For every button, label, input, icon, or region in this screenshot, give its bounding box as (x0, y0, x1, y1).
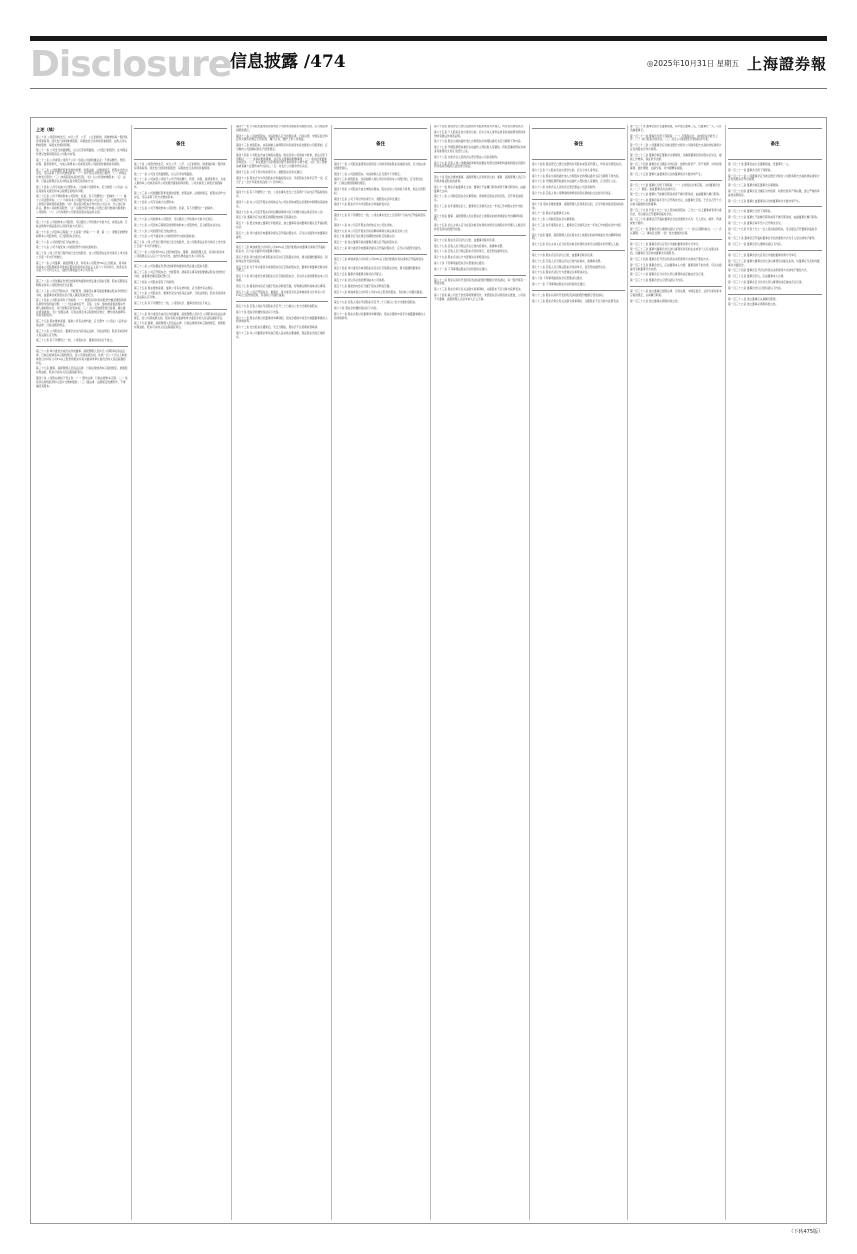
article-clause: 第五十八条 单独或者合计持有公司1%以上股份的股东，有权向公司提出提案。 (334, 290, 425, 294)
article-clause: 第五十一条 经全体独立董事过半数同意，独立董事有权向董事会提议召开临时股东会。 (236, 222, 328, 229)
column-divider (131, 125, 132, 1220)
row-separator (134, 261, 227, 262)
article-clause: 第二十条 公司股份的发行，实行公开、公平、公正的原则，同类别的每一股份具有同等权利。同次发行的同类别股份，每股的发行条件和价格相同。 (134, 163, 226, 170)
row-separator (134, 214, 227, 215)
article-clause: 第一百二十五条 董事长由董事会以全体董事的过半数选举产生。 (728, 199, 802, 203)
article-clause: 第六十四条 股权登记日登记在册的所有股东或者其代理人，均有权出席股东会。 (532, 163, 624, 166)
article-clause: 第三十三条 公司召开股东会、分配股利、清算及从事其他需要确认股东身份的行为时，由董事会确定股权登记日。 (134, 271, 226, 278)
article-clause: 第六十四条 股权登记日登记在册的所有股东或者其代理人，均有权出席股东会。 (434, 125, 526, 128)
article-clause: 第五十四条 审计委员会或者股东决定自行召集股东会的，须书面通知董事会。 (334, 267, 424, 271)
article-clause: 第一百二十九条 代表十分之一以上表决权的股东、三分之一以上董事或者审计委员会，可以提议召开董事会临时会议。 (630, 208, 722, 216)
article-clause: 第四十二条 公司控股股东、实际控制人应当依照法律、行政法规、中国证监会和证券交易所的规定行使权利、履行义务，维护上市公司利益。 (236, 134, 328, 142)
section-title: 信息披露 /474 (230, 52, 346, 72)
article-clause: 第五十二条 审计委员会向董事会提议召开临时股东会，应当以书面形式向董事会提出。 (236, 231, 328, 239)
article-clause: 第八十二条 股东以其所代表的有表决权的股份数额行使表决权，每一股份享有一票表决权。 (434, 278, 526, 286)
article-clause: 第六十六条 股东出具的委托他人出席股东会的授权委托书应当载明下列内容。 (532, 174, 622, 178)
article-clause: 第七十九条 股东会决议分为普通决议和特别决议。 (434, 256, 492, 260)
article-clause: 第四十一条 公司股东滥用股东权利给公司或者其他股东造成损失的，应当依法承担赔偿责任。 (236, 125, 328, 132)
article-clause: 第二十八条 公司的股份应当依法转让。 (36, 240, 81, 244)
article-clause: 第三十一条 公司持有5%以上股份的股东、董事、高级管理人员，将其持有的本公司股票在买入后六个月内卖出，由此所得收益归本公司所有。 (134, 250, 225, 258)
article-clause: 第八十三条 股东会审议有关关联交易事项时，关联股东不应当参与投票表决。 (434, 288, 524, 292)
article-clause: 第六十一条 股东会拟讨论董事选举事项的，股东会通知中将充分披露董事候选人的详细资料。 (236, 316, 328, 324)
masthead-top-bar (30, 36, 827, 41)
article-clause: 第二十九条 公司不接受本公司的股份作为质权的标的。 (134, 235, 198, 239)
article-clause: 第五十七条 提案的内容应当属于股东会职权范围，有明确议题和具体决议事项。 (236, 284, 328, 288)
column-divider (529, 125, 530, 1220)
article-clause: 第一百三十五条 董事会会议，应由董事本人出席；董事因故不能出席，可以书面委托其他董事代为出席。 (630, 263, 722, 271)
article-clause: 第二十八条 公司的股份应当依法转让。 (134, 229, 179, 233)
row-separator (434, 235, 526, 236)
column-divider (430, 125, 431, 1220)
article-clause: 第三十三条 公司召开股东会、分配股利、清算及从事其他需要确认股东身份的行为时，由董事会或者股东会召集人确定股权登记日。 (36, 289, 128, 297)
row-separator (728, 206, 822, 207)
article-clause: 第二十一条 公司发行的面额股，以人民币标明面值。公司发行的股份，在中国证券登记结算有限责任公司集中存管。 (36, 149, 128, 157)
article-clause: 第四十条 公司股东承担下列义务：（一）遵守法律、行政法规和本章程；（二）依其所认购的股份和入股方式缴纳股款；（三）除法律、法规规定的情形外，不得抽回其股本。 (36, 377, 128, 388)
article-clause: 第四十一条 公司股东滥用股东权利给公司或者其他股东造成损失的，应当依法承担赔偿责任。 (334, 163, 426, 170)
article-clause: 第七十二条 公司制定股东会议事规则。 (532, 218, 577, 222)
article-clause: 第五十二条 审计委员会向董事会提议召开临时股东会，应当以书面形式提出。 (334, 246, 424, 250)
article-clause: 第五十一条 独立董事有权向董事会提议召开临时股东会。 (334, 241, 400, 245)
text-column-b (134, 125, 227, 1220)
article-clause: 第六十五条 个人股东亲自出席会议的，应出示本人身份证或者其他能够表明其身份的有效证件或者证明。 (434, 130, 526, 138)
column-divider (231, 125, 232, 1220)
text-column-f (532, 125, 625, 1220)
article-clause: 第六十六条 股东出具的委托他人出席股东会的授权委托书应当载明下列内容。 (434, 140, 524, 144)
article-clause: 第一百二十六条 董事长行使下列职权。 (728, 210, 773, 214)
clause-list (434, 125, 526, 302)
article-clause: 第三十七条 有下列情形之一的，公司股东会、董事会的决议不成立。 (36, 339, 115, 343)
note-label: 备注 (134, 128, 227, 160)
article-clause: 第三十九条 董事、高级管理人员违反法律、行政法规或者本章程的规定，损害股东利益的，股东可以向人民法院提起诉讼。 (134, 322, 226, 330)
column-divider (725, 125, 726, 1220)
article-clause: 第二十七条 公司因本章程规定的情形收购本公司股份的，应当经股东会决议。 (134, 223, 224, 227)
article-clause: 第一百三十九条 独立董事必须保持独立性。 (630, 299, 681, 303)
text-column-h (728, 125, 822, 1220)
article-clause: 第七十四条 董事、高级管理人员在股东会上就股东的质询和建议作出解释和说明。 (434, 214, 524, 222)
clause-list (36, 136, 128, 388)
article-clause: 第七十四条 董事、高级管理人员在股东会上就股东的质询和建议作出解释和说明。 (532, 233, 622, 241)
article-clause: 第三十五条 股东要求查阅、复制公司有关材料的，应当遵守有关规定。 (134, 286, 216, 290)
article-clause: 第一百三十三条 董事与董事会会议决议事项有关联关系的，该董事应当及时向董事会书面报告。 (728, 259, 820, 267)
article-clause: 第七十二条 公司制定股东会议事规则，详细规定股东会的召集、召开和表决程序。 (434, 195, 524, 203)
article-clause: 第五十七条 提案的内容应当属于股东会职权范围。 (334, 284, 392, 288)
article-clause: 第一百三十六条 董事会应当对会议所议事项的决定做成会议记录。 (630, 273, 707, 277)
masthead (30, 43, 827, 85)
article-clause: 第一百二十四条 董事会应当确定对外投资、收购出售资产、资产抵押、对外担保事项、委托理财、关联交易、对外捐赠等权限。 (630, 163, 722, 171)
clause-list (728, 163, 822, 307)
article-clause: 第一百三十八条 独立董事应认真履行职责。 (728, 297, 779, 301)
article-clause: 第四十八条 本公司召开股东会的地点为公司住所地或股东会通知中载明的其他地点。 (236, 200, 328, 208)
article-clause: 第一百三十八条 独立董事应按照法律、行政法规、中国证监会、证券交易所和本章程的规定，认真履行职责。 (630, 289, 722, 297)
row-separator (36, 217, 128, 218)
article-clause: 第三十四条 公司股东享有下列权利：（一）依照其所持有的股份份额获得股利和其他形式的利益分配；（二）依法请求召开、召集、主持、参加或者委派股东代理人参加股东会，并行使相应的表决权；（三）对公司的经营进行监督，提出建议或者质询；（四）依照法律、行政法规及本章程的规定转让、赠与或者质押其所持有的股份。 (36, 299, 127, 318)
article-clause: 第五十八条 公司召开股东会，董事会、审计委员会以及单独或者合计持有公司1%以上股份的股东，有权向公司提出提案。 (236, 290, 326, 298)
row-separator (630, 180, 722, 181)
column-divider (627, 125, 628, 1220)
article-clause: 第四十六条 股东会分为年度股东会和临时股东会。 (334, 203, 392, 207)
note-label: 备注 (728, 128, 822, 160)
article-clause: 第三十条 公司公开发行股份前已发行的股份，自公司股票在证券交易所上市交易之日起一年内不得转让。 (36, 252, 128, 259)
article-clause: 第二十二条 公司或者公司的子公司（包括公司的附属企业）不得以赠与、垫资、担保、借款等形式，为他人取得本公司或者其母公司的股份提供财务资助。 (36, 158, 128, 166)
article-clause: 第一百三十一条 董事会会议通知包括以下内容。 (728, 243, 784, 247)
article-clause: 第七十五条 会议主持人应当在表决前宣布现场出席会议的股东和代理人人数及所持有表决权的股份总数。 (434, 224, 526, 231)
row-separator (630, 239, 722, 240)
row-separator (532, 290, 625, 291)
article-clause: 第七十三条 在年度股东会上，董事会应当就其过去一年的工作向股东会作出报告。 (532, 223, 622, 231)
note-label: 备注 (334, 128, 427, 160)
article-clause: 第三十六条 公司股东会、董事会决议内容违反法律、行政法规的，股东有权请求人民法院认定无效。 (134, 292, 226, 300)
article-clause: 第一百三十七条 董事会会议记录包括以下内容。 (630, 279, 686, 283)
article-clause: 第五十条 董事会应当在规定的期限内按时召集股东会。 (236, 216, 300, 220)
article-clause: 第四十七条 有下列情形之一的，公司在事实发生之日起两个月以内召开临时股东会。 (236, 191, 328, 199)
masthead-right (647, 49, 827, 77)
article-clause: 第一百二十八条 董事会每年至少召开两次会议。 (728, 221, 784, 225)
column-divider (331, 125, 332, 1220)
article-clause: 第七十六条 股东会应有会议记录，由董事会秘书负责。 (532, 253, 596, 257)
article-clause: 第一百三十二条 董事会会议应有过半数的董事出席方可举行。 (728, 253, 799, 257)
article-clause: 第四十七条 有下列情形之一的，公司在事实发生之日起两个月以内召开临时股东会。 (334, 214, 426, 221)
article-clause: 第一百三十二条 董事会会议应有过半数的董事出席方可举行。 (630, 242, 701, 246)
article-clause: 第七十八条 召集人应当保证股东会连续举行，直至形成最终决议。 (532, 265, 609, 269)
note-label: 备注 (532, 128, 625, 160)
article-clause: 第一百二十一条 董事会行使下列职权。 (728, 168, 773, 172)
article-clause: 第二十二条 公司或者公司的子公司不得以赠与、垫资、担保、借款等形式，为他人取得本公司或者其母公司的股份提供财务资助，公司实施员工持股计划的除外。 (134, 178, 226, 189)
article-clause: 第八十一条 下列事项由股东会以特别决议通过。 (434, 267, 490, 271)
row-separator (434, 275, 526, 276)
article-clause: 第二十三条 公司根据经营和发展的需要，依照法律、法规的规定，经股东会作出决议，可以采用下列方式增加资本。 (134, 191, 226, 199)
article-clause: 第一百二十一条 董事会行使下列职权：（一）召集股东会，并向股东会报告工作；（二）执行股东会的决议；（三）决定公司的经营计划和投资方案。 (630, 134, 718, 142)
text-column-a (36, 125, 128, 1220)
continuation-note: （下转475版） (788, 1229, 823, 1235)
article-clause: 第七十五条 会议主持人应当在表决前宣布现场出席会议的股东和代理人人数。 (532, 243, 622, 247)
article-clause: 第四十九条 本公司召开股东会时将聘请律师出具法律意见并公告。 (334, 229, 411, 233)
row-separator (334, 297, 427, 298)
article-clause: 第四十五条 公司下列对外担保行为，须经股东会审议通过。 (334, 197, 403, 201)
row-separator (728, 294, 822, 295)
article-clause: 第八十二条 股东以其所代表的有表决权的股份数额行使表决权。 (532, 293, 606, 297)
article-clause: 第四十四条 公司股东会由全体股东组成。股东会是公司的权力机构，依法行使下列职权：（一）选举和更换董事，决定有关董事的报酬事项；（二）审议批准董事会的报告；（三）审议批准公司的利润分配方案和弥补亏损方案；（四）对公司增加或者减少注册资本作出决议；（五）对发行公司债券作出决议。 (236, 153, 328, 169)
section-wordmark: Disclosure (30, 44, 232, 85)
article-clause: 第六十七条 代理投票授权委托书由委托人授权他人签署的，授权签署的授权书或者其他授权文件应当经过公证。 (434, 146, 526, 153)
table-header: 上述（续） (36, 127, 57, 132)
article-clause: 第二十条 公司股份的发行，实行公开、公平、公正的原则，同种类的每一股份具有同等权利。同次发行的同种类股票，每股的发行条件和价格相同；认购人所认购的股份，每股支付相同价额。 (36, 136, 128, 147)
article-clause: 第五十五条 董事会和董事会秘书将予配合。 (334, 273, 385, 277)
text-column-e (434, 125, 526, 1220)
article-clause: 第八十四条 除公司处于危机等特殊情况外，非经股东会以特别决议批准，公司将不与董事、高级管理人员以外的人订立合同。 (434, 293, 526, 301)
article-clause: 第四十八条 本公司召开股东会的地点为公司住所地。 (334, 223, 395, 227)
article-clause: 第五十六条 审计委员会或者股东自行召集的股东会，会议所必需的费用由本公司承担。 (236, 275, 328, 282)
article-clause: 第五十四条 审计委员会或者股东决定自行召集股东会的，须书面通知董事会，同时向证券交易所备案。 (236, 255, 328, 263)
article-clause: 第四十五条 公司下列对外担保行为，须经股东会审议通过。 (236, 170, 305, 174)
article-clause: 第一百二十二条 公司董事会应当就注册会计师对公司财务报告出具的非标准审计意见向股东会作出说明。 (728, 174, 820, 182)
article-clause: 第四十三条 控股股东、实际控制人转让其所持有的本公司股份的，应当遵守法律、行政法规的限制性规定。 (334, 178, 424, 186)
article-clause: 第四十四条 公司股东会由全体股东组成。股东会是公司的权力机构，依法行使职权。 (334, 187, 426, 195)
article-clause: 第四十二条 公司控股股东、实际控制人应当遵守下列规定。 (334, 172, 403, 176)
article-clause: 第六十七条 代理投票授权委托书由委托人授权他人签署的，应当经过公证。 (532, 180, 619, 184)
article-clause: 第八十三条 股东会审议有关关联交易事项时，关联股东不应当参与投票表决。 (532, 299, 622, 303)
article-clause: 第三十一条 公司董事、高级管理人员、持有本公司股份5%以上的股东，将其持有的本公司股票或者其他具有股权性质的证券在买入后六个月内卖出，或者在卖出后六个月内又买入，由此所得收益归本公司所有。 (36, 261, 127, 273)
article-clause: 第三十二条 公司依据证券登记结算机构提供的凭证建立股东名册。 (134, 265, 211, 269)
article-clause: 第三十条 公司公开发行股份前已发行的股份，自公司股票在证券交易所上市交易之日起一年内不得转让。 (134, 241, 226, 248)
article-clause: 第三十二条 公司依据证券登记结算机构提供的凭证建立股东名册，股东名册是证明股东持有公司股份的充分证据。 (36, 280, 128, 287)
article-clause: 第四十三条 控股股东、实际控制人质押其所持有或者实际支配的公司股票的，应当维持公司控制权和生产经营稳定。 (236, 144, 328, 151)
clause-list (334, 163, 427, 321)
clause-list (236, 125, 328, 340)
article-clause: 第三十八条 审计委员会成员以外的董事、高级管理人员执行公司职务时违反法律规定，给公司造成损失的，股东有权书面请求审计委员会向人民法院提起诉讼。 (134, 312, 226, 320)
article-clause: 第一百二十三条 董事会制定董事会议事规则。 (728, 184, 781, 188)
article-clause: 第六十一条 股东会拟讨论董事选举事项的，股东会通知中将充分披露董事候选人的详细资料。 (334, 312, 426, 320)
article-clause: 第一百二十二条 公司董事会应当就注册会计师对公司财务报告出具的非标准审计意见向股东会作出说明。 (630, 144, 722, 151)
clause-list (630, 125, 722, 303)
article-clause: 第六十九条 召集人和公司聘请的律师将依据证券登记结算机构提供的股东名册共同对股东资格的合法性进行验证。 (434, 161, 526, 169)
article-clause: 第七十一条 股东会由董事长主持。 (532, 212, 572, 216)
row-separator (236, 301, 328, 302)
article-clause: 第七十三条 在年度股东会上，董事会应当就其过去一年的工作向股东会作出报告。 (434, 204, 524, 212)
row-separator (334, 210, 427, 211)
clause-list (532, 163, 625, 303)
row-separator (36, 276, 128, 277)
article-clause: 第六十条 股东会的通知包括以下内容。 (334, 307, 379, 311)
article-clause: 第一百二十条 董事会由九名董事组成，设董事长一人。 (728, 163, 792, 166)
article-clause: 第三十四条 公司股东享有下列权利。 (134, 280, 177, 284)
clause-list (134, 163, 227, 330)
article-clause: 第一百三十条 董事会召开临时董事会会议的通知方式为专人送达或电子邮件。 (728, 237, 818, 241)
article-clause: 第七十条 股东会要求董事、高级管理人员列席会议的，董事、高级管理人员应当列席并接受股东的质询。 (434, 176, 526, 183)
row-separator (532, 199, 625, 200)
article-clause: 第一百三十一条 董事会会议通知包括以下内容：（一）会议日期和地点；（二）会议期限；（三）事由及议题；（四）发出通知的日期。 (630, 227, 722, 235)
row-separator (334, 254, 427, 255)
article-clause: 第七十七条 召集人应当保证会议记录内容真实、准确和完整。 (532, 259, 603, 263)
article-clause: 第二十四条 公司可以减少注册资本。 (134, 201, 177, 205)
article-clause: 第一百二十九条 代表十分之一以上表决权的股东，可以提议召开董事会临时会议。 (728, 227, 818, 235)
article-clause: 第一百二十条 董事会由九名董事组成，其中独立董事三名，设董事长一人，可以设副董事长。 (630, 125, 722, 132)
issue-date: ◎2025年10月31日 星期五 (646, 58, 739, 68)
article-clause: 第三十五条 股东要求查阅、复制公司有关材料的，应当遵守《公司法》《证券法》等法律、行政法规的规定。 (36, 320, 128, 328)
row-separator (630, 286, 722, 287)
row-separator (36, 346, 128, 347)
article-clause: 第三十七条 有下列情形之一的，公司股东会、董事会的决议不成立。 (134, 301, 213, 305)
article-clause: 第七十一条 股东会由董事长主持。董事长不能履行职务或者不履行职务时，由副董事长主持。 (434, 185, 526, 193)
article-clause: 第三十九条 董事、高级管理人员违反法律、行政法规或者本章程的规定，损害股东利益的，股东可以向人民法院提起诉讼。 (36, 367, 128, 375)
article-clause: 第五十三条 单独或者合计持有公司10%以上股份的股东有权请求召开临时股东会。 (334, 257, 424, 265)
article-clause: 第二十四条 公司可以减少注册资本。公司减少注册资本，应当按照《公司法》以及其他有关规定和本章程规定的程序办理。 (36, 185, 128, 193)
article-clause: 第五十九条 召集人将在年度股东会召开二十日前以公告方式通知各股东。 (334, 301, 418, 305)
article-clause: 第一百三十七条 董事会会议记录包括以下内容。 (728, 286, 784, 290)
masthead-rule (30, 88, 827, 89)
article-clause: 第七十条 股东会要求董事、高级管理人员列席会议的，应当列席并接受股东的质询。 (532, 202, 624, 210)
article-clause: 第四十九条 本公司召开股东会时将聘请律师对以下问题出具法律意见并公告。 (236, 210, 326, 214)
article-clause: 第一百二十五条 董事长由董事会以全体董事的过半数选举产生。 (630, 172, 704, 176)
article-clause: 第一百三十四条 董事会召开会议和表决采用现场方式或电子通信方式。 (630, 257, 712, 261)
article-clause: 第五十三条 单独或者合计持有公司10%以上股份的股东向董事会请求召开临时股东会，应当以书面形式向董事会提出。 (236, 246, 326, 254)
article-clause: 第七十七条 召集人应当保证会议记录内容真实、准确和完整。 (434, 244, 505, 248)
article-clause: 第五十五条 对于审计委员会或者股东自行召集的股东会，董事会和董事会秘书将予配合。 (236, 265, 328, 273)
article-clause: 第二十六条 公司收购本公司股份，可以通过公开的集中交易方式，或者法律、行政法规和中国证监会认可的其他方式进行。 (36, 221, 128, 229)
article-clause: 第一百三十六条 董事会应当对会议所议事项的决定做成会议记录。 (728, 280, 805, 284)
article-clause: 第八十条 下列事项由股东会以普通决议通过。 (434, 261, 487, 265)
article-clause: 第六十九条 召集人和公司聘请的律师将对股东资格的合法性进行验证。 (532, 191, 614, 195)
article-clause: 第六十二条 发出股东会通知后，无正当理由，股东会不应延期或者取消。 (236, 326, 320, 330)
article-clause: 第五十九条 召集人将在年度股东会召开二十日前以公告方式通知各股东。 (236, 305, 320, 309)
article-clause: 第一百二十七条 董事长不能履行职务或者不履行职务的，由副董事长履行职务。 (630, 193, 722, 197)
article-clause: 第二十五条 公司不得收购本公司股份。但是，有下列情形之一的除外。 (134, 207, 216, 211)
article-clause: 第二十七条 公司因本章程第二十五条第一款第（一）项、第（二）项规定的情形收购本公司股份的，应当经股东会决议。 (36, 230, 128, 238)
article-clause: 第二十五条 公司不得收购本公司股份。但是，有下列情形之一的除外：（一）减少公司注册资本；（二）与持有本公司股份的其他公司合并；（三）将股份用于员工持股计划或者股权激励；（四）股东因对股东会作出的公司合并、分立决议持异议，要求公司收购其股份；（五）将股份用于转换公司发行的可转换为股票的公司债券；（六）公司为维护公司价值及股东权益所必需。 (36, 195, 127, 214)
article-clause: 第四十六条 股东会分为年度股东会和临时股东会。年度股东会每年召开一次，应当于上一会计年度结束后的六个月内举行。 (236, 176, 328, 184)
row-separator (532, 250, 625, 251)
article-clause: 第一百三十九条 独立董事必须保持独立性。 (728, 303, 779, 307)
article-clause: 第八十一条 下列事项由股东会以特别决议通过。 (532, 282, 588, 286)
article-clause: 第六十五条 个人股东亲自出席会议的，应出示本人身份证。 (532, 168, 601, 172)
article-clause: 第一百三十五条 董事会会议，应由董事本人出席。 (728, 275, 786, 279)
article-clause: 第五十六条 会议所必需的费用由本公司承担。 (334, 278, 387, 282)
article-clause: 第一百三十四条 董事会召开会议和表决采用现场方式或电子通信方式。 (728, 269, 810, 273)
article-clause: 第二十六条 公司收购本公司股份，可以通过公开的集中交易方式进行。 (134, 217, 216, 221)
article-clause: 第八十条 下列事项由股东会以普通决议通过。 (532, 277, 585, 281)
article-clause: 第二十一条 公司发行的面额股，以人民币标明面值。 (134, 172, 195, 176)
article-clause: 第一百二十七条 董事长不能履行职务或者不履行职务的，由副董事长履行职务。 (728, 216, 820, 220)
article-clause: 第一百二十六条 董事长行使下列职权：（一）主持股东会和召集、主持董事会会议；（二）督促、检查董事会决议的执行。 (630, 183, 721, 191)
article-clause: 第六十八条 出席会议人员的会议登记册由公司负责制作。 (532, 186, 598, 190)
article-clause: 第五十条 董事会应当在规定的期限内按时召集股东会。 (334, 235, 398, 239)
article-clause: 第七十八条 召集人应当保证股东会连续举行，直至形成最终决议。 (434, 250, 511, 254)
article-clause: 第二十九条 公司不接受本公司的股份作为质权的标的。 (36, 246, 100, 250)
article-clause: 第一百二十四条 董事会应当确定对外投资、收购出售资产等权限，建立严格的审查和决策程序。 (728, 189, 820, 197)
article-clause: 第三十八条 审计委员会成员以外的董事、高级管理人员执行公司职务时违反法律、行政法规或者本章程的规定，给公司造成损失的，连续一百八十日以上单独或者合计持有公司1%以上股份的股东有权书面请求审计委员会向人民法院提起诉讼。 (36, 350, 127, 365)
article-clause: 第六十三条 本公司董事会和其他召集人将采取必要措施，保证股东会的正常秩序。 (236, 332, 326, 339)
text-column-g (630, 125, 722, 1220)
article-clause: 第一百三十三条 董事与董事会会议决议事项所涉及的企业或者个人有关联关系的，该董事应当及时向董事会书面报告。 (630, 248, 720, 256)
row-separator (134, 309, 227, 310)
row-separator (434, 172, 526, 173)
article-clause: 第二十三条 公司根据经营和发展的需要，依照法律、法规的规定，经股东会作出决议，可以采用下列方式增加资本：（一）向不特定对象发行股份；（二）向特定对象发行股份；（三）向现有股东派送红股；（四）以公积金转增股本；（五）法律、行政法规规定以及中国证监会规定的其他方式。 (36, 168, 128, 183)
article-clause: 第六十八条 出席会议人员的会议登记册由公司负责制作。 (434, 155, 500, 159)
newspaper-logo: 上海證券報 (746, 54, 827, 73)
row-separator (236, 242, 328, 243)
article-clause: 第一百二十三条 董事会制定董事会议事规则，以确保董事会落实股东会决议，提高工作效率，保证科学决策。 (630, 153, 722, 161)
article-clause: 第一百二十八条 董事会每年至少召开两次会议，由董事长召集，于会议召开十日以前书面通知全体董事。 (630, 199, 722, 206)
article-clause: 第七十六条 股东会应有会议记录，由董事会秘书负责。 (434, 238, 498, 242)
article-clause: 第六十条 股东会的通知包括以下内容。 (236, 310, 281, 314)
article-clause: 第三十六条 公司股东会、董事会决议内容违反法律、行政法规的，股东有权请求人民法院认定无效。 (36, 329, 128, 337)
row-separator (236, 187, 328, 188)
text-column-d (334, 125, 427, 1220)
text-column-c (236, 125, 328, 1220)
article-clause: 第一百三十条 董事会召开临时董事会会议的通知方式为：专人送达、邮件、传真或电子邮件。 (630, 218, 722, 226)
article-clause: 第七十九条 股东会决议分为普通决议和特别决议。 (532, 271, 590, 275)
row-separator (728, 250, 822, 251)
